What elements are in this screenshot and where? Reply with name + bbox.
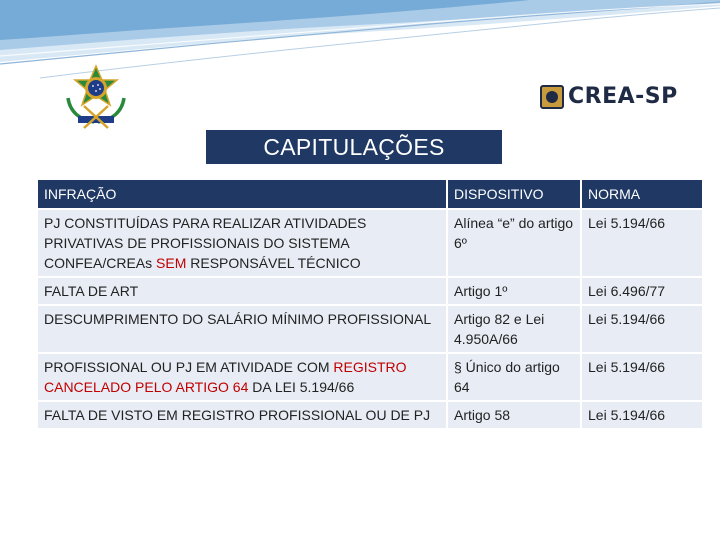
brazil-coat-of-arms-icon bbox=[60, 64, 132, 132]
infracao-cell: FALTA DE VISTO EM REGISTRO PROFISSIONAL OU DE PJ bbox=[38, 400, 446, 428]
crea-sp-logo bbox=[540, 84, 678, 110]
infracao-cell: FALTA DE ART bbox=[38, 276, 446, 304]
page-title: CAPITULAÇÕES bbox=[206, 130, 502, 164]
dispositivo-cell: Artigo 58 bbox=[446, 400, 580, 428]
header-dispositivo: DISPOSITIVO bbox=[446, 180, 580, 208]
norma-cell: Lei 6.496/77 bbox=[580, 276, 702, 304]
highlight-text: SEM bbox=[156, 255, 187, 271]
norma-cell: Lei 5.194/66 bbox=[580, 400, 702, 428]
table-row bbox=[38, 208, 702, 276]
crea-logo-text: CREA-SP bbox=[568, 84, 678, 109]
highlight-text: REGISTRO CANCELADO PELO ARTIGO 64 bbox=[44, 359, 407, 395]
dispositivo-cell: Artigo 82 e Lei 4.950A/66 bbox=[446, 304, 580, 352]
infracao-cell: PJ CONSTITUÍDAS PARA REALIZAR ATIVIDADES PRIVATIVAS DE PROFISSIONAIS DO SISTEMA CONFEA/CREAs SEM RESPONSÁVEL TÉCNICO bbox=[38, 208, 446, 276]
norma-cell: Lei 5.194/66 bbox=[580, 352, 702, 400]
table-row bbox=[38, 304, 702, 352]
table-row bbox=[38, 352, 702, 400]
header-norma: NORMA bbox=[580, 180, 702, 208]
table-row bbox=[38, 400, 702, 428]
norma-cell: Lei 5.194/66 bbox=[580, 208, 702, 276]
dispositivo-cell: Artigo 1º bbox=[446, 276, 580, 304]
dispositivo-cell: Alínea “e” do artigo 6º bbox=[446, 208, 580, 276]
infractions-table bbox=[38, 180, 702, 428]
header-infracao: INFRAÇÃO bbox=[38, 180, 446, 208]
dispositivo-cell: § Único do artigo 64 bbox=[446, 352, 580, 400]
crea-emblem-icon bbox=[540, 85, 564, 109]
infracao-cell: PROFISSIONAL OU PJ EM ATIVIDADE COM REGISTRO CANCELADO PELO ARTIGO 64 DA LEI 5.194/66 bbox=[38, 352, 446, 400]
infracao-cell: DESCUMPRIMENTO DO SALÁRIO MÍNIMO PROFISSIONAL bbox=[38, 304, 446, 352]
table-row bbox=[38, 276, 702, 304]
table-header-row bbox=[38, 180, 702, 208]
norma-cell: Lei 5.194/66 bbox=[580, 304, 702, 352]
